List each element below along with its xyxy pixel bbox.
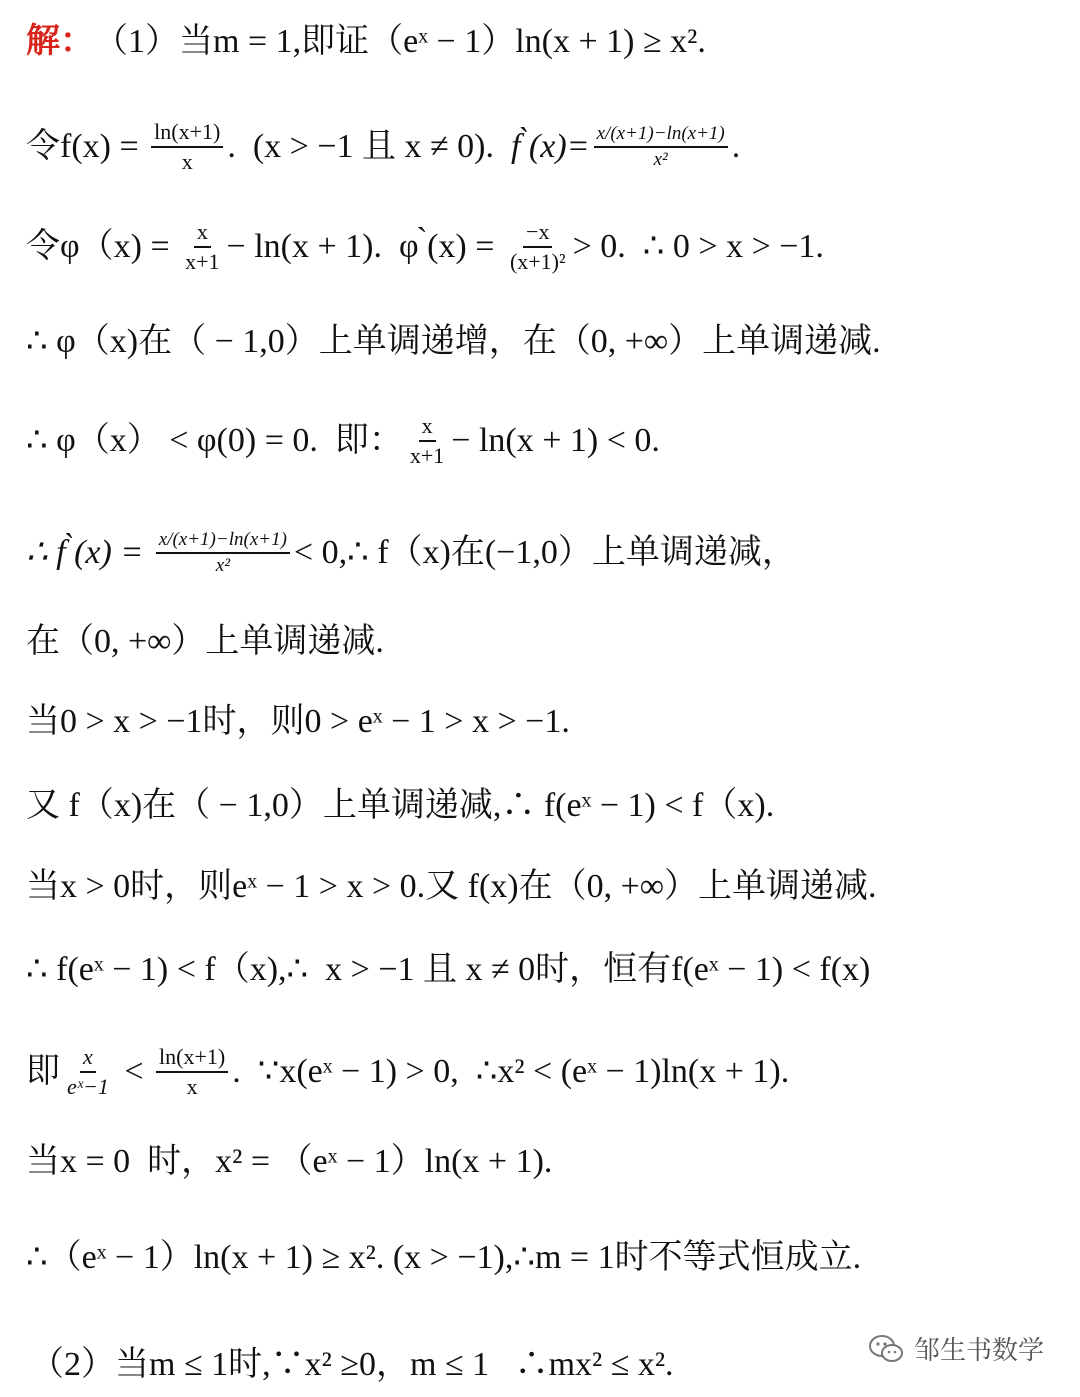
line-text: ∴（eˣ − 1）ln(x + 1) ≥ x². (x > −1),∴m = 1时不等式恒成立. bbox=[26, 1239, 862, 1276]
watermark-text: 邹生书数学 bbox=[913, 1336, 1044, 1366]
fraction bbox=[407, 414, 447, 468]
fraction bbox=[156, 1045, 228, 1099]
fraction-denominator: x² bbox=[215, 555, 230, 576]
fraction-numerator: −x bbox=[523, 220, 552, 248]
line-text: − ln(x + 1) < 0. bbox=[451, 422, 660, 459]
fraction-denominator: x+1 bbox=[409, 443, 445, 468]
line-text: 令φ（x) = bbox=[26, 228, 179, 265]
solution-line-1 bbox=[26, 22, 706, 62]
solution-line-13 bbox=[26, 1142, 552, 1182]
line-text: 即 bbox=[26, 1053, 60, 1090]
fraction-numerator: x/(x+1)−ln(x+1) bbox=[594, 124, 728, 148]
fraction-denominator: x bbox=[181, 149, 193, 174]
fraction-denominator: x² bbox=[653, 149, 668, 170]
fraction bbox=[156, 530, 290, 576]
line-text: （1）当m = 1,即证（eˣ − 1）ln(x + 1) ≥ x². bbox=[94, 23, 706, 60]
line-text: < 0,∴ f（x)在(−1,0）上单调递减， bbox=[293, 534, 796, 571]
fraction bbox=[594, 124, 728, 170]
fraction-denominator: eˣ−1 bbox=[67, 1074, 109, 1099]
line-text: < bbox=[115, 1053, 153, 1090]
fraction-numerator: ln(x+1) bbox=[156, 1045, 228, 1073]
solution-line-9 bbox=[26, 786, 774, 826]
line-text: ∴ φ（x)在（ − 1,0）上单调递增，在（0, +∞）上单调递减. bbox=[26, 323, 881, 360]
line-text: 当0 > x > −1时，则0 > eˣ − 1 > x > −1. bbox=[26, 703, 570, 740]
solution-line-10 bbox=[26, 867, 877, 907]
fraction-denominator: (x+1)² bbox=[509, 249, 566, 274]
fraction bbox=[64, 1045, 112, 1099]
fraction-denominator: x+1 bbox=[185, 249, 220, 274]
solution-line-7 bbox=[26, 622, 384, 662]
line-text: − ln(x + 1). φ ̀(x) = bbox=[226, 228, 503, 265]
wechat-icon bbox=[868, 1334, 904, 1364]
line-text: . ∵x(eˣ − 1) > 0, ∴x² < (eˣ − 1)ln(x + 1). bbox=[232, 1053, 790, 1090]
solution-line-11 bbox=[26, 950, 870, 990]
line-text: . bbox=[731, 128, 741, 165]
line-text: > 0. ∴ 0 > x > −1. bbox=[572, 228, 824, 265]
fraction-numerator: x bbox=[80, 1045, 96, 1073]
solution-line-14 bbox=[26, 1238, 861, 1278]
line-text: （2）当m ≤ 1时,∵x² ≥0，m ≤ 1 ∴mx² ≤ x². bbox=[30, 1346, 674, 1383]
fraction bbox=[182, 220, 222, 274]
watermark bbox=[868, 1330, 1044, 1367]
solution-line-2 bbox=[26, 120, 740, 174]
line-text: ∴ φ（x） < φ(0) = 0. 即： bbox=[26, 422, 403, 459]
line-text: 在（0, +∞）上单调递减. bbox=[26, 623, 384, 660]
fraction bbox=[507, 220, 569, 274]
solution-line-4 bbox=[26, 322, 881, 362]
fraction-numerator: x bbox=[419, 414, 436, 442]
line-text: 当x > 0时，则eˣ − 1 > x > 0.又 f(x)在（0, +∞）上单调递减. bbox=[26, 868, 877, 905]
fraction-denominator: x bbox=[186, 1074, 198, 1099]
solution-line-12 bbox=[26, 1045, 789, 1099]
line-text: 当x = 0 时，x² = （eˣ − 1）ln(x + 1). bbox=[26, 1143, 553, 1180]
solution-line-5 bbox=[26, 414, 660, 468]
line-text: f ̀(x)= bbox=[510, 128, 590, 165]
fraction-numerator: x bbox=[194, 220, 211, 248]
line-text: 令f(x) = bbox=[26, 128, 148, 165]
solution-line-6 bbox=[26, 530, 796, 576]
line-text: 又 f（x)在（ − 1,0）上单调递减,∴ f(eˣ − 1) < f（x). bbox=[26, 787, 775, 824]
fraction-numerator: x/(x+1)−ln(x+1) bbox=[156, 530, 290, 554]
fraction bbox=[151, 120, 223, 174]
line-text: ∴ f(eˣ − 1) < f（x),∴ x > −1 且 x ≠ 0时，恒有f(eˣ − 1) < f(x) bbox=[26, 951, 871, 988]
solution-line-3 bbox=[26, 220, 824, 274]
solution-label: 解： bbox=[26, 23, 94, 60]
line-text: . (x > −1 且 x ≠ 0). bbox=[227, 128, 511, 165]
line-text: ∴ f ̀(x) = bbox=[26, 534, 152, 571]
solution-line-8 bbox=[26, 702, 570, 742]
solution-line-15 bbox=[30, 1345, 674, 1385]
fraction-numerator: ln(x+1) bbox=[151, 120, 223, 148]
